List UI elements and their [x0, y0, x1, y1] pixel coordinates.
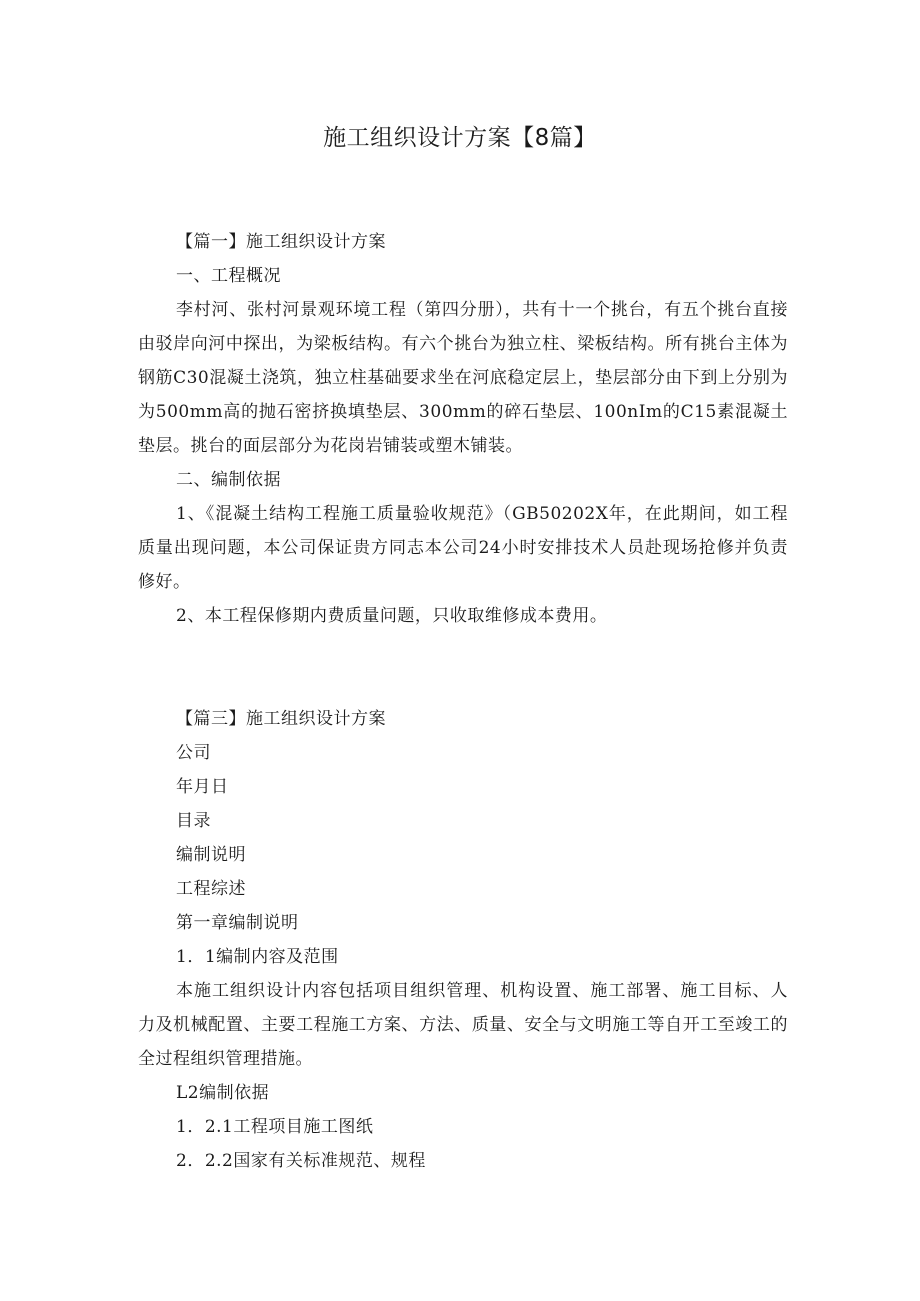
section-heading: 【篇一】施工组织设计方案: [176, 232, 386, 252]
section-three: [138, 702, 788, 1178]
line-compilation-notes: 编制说明: [176, 845, 246, 865]
line-contents: 目录: [176, 811, 211, 831]
paragraph-basis-item-2: 2、本工程保修期内费质量问题，只收取维修成本费用。: [176, 606, 608, 626]
paragraph-project-overview: 李村河、张村河景观环境工程（第四分册），共有十一个挑台，有五个挑台直接由驳岸向河中探出，为梁板结构。有六个挑台为独立柱、梁板结构。所有挑台主体为钢筋C30混凝土浇筑，独立柱基础要求坐在河底稳定层上，垫层部分由下到上分别为为500mm高的抛石密挤换填垫层、300mm的碎石垫层、100nIm的C15素混凝土垫层。挑台的面层部分为花岗岩铺装或塑木铺装。: [138, 300, 788, 456]
section-one: [138, 225, 788, 633]
line-company: 公司: [176, 743, 211, 763]
list-item: 1．2.1工程项目施工图纸: [176, 1117, 374, 1137]
subheading-project-overview: 一、工程概况: [176, 266, 281, 286]
chapter-heading: 第一章编制说明: [176, 913, 299, 933]
line-date: 年月日: [176, 777, 229, 797]
section-heading: 【篇三】施工组织设计方案: [176, 709, 386, 729]
paragraph-scope: 本施工组织设计内容包括项目组织管理、机构设置、施工部署、施工目标、人力及机械配置、主要工程施工方案、方法、质量、安全与文明施工等自开工至竣工的全过程组织管理措施。: [138, 981, 788, 1069]
subsection-heading: 1．1编制内容及范围: [176, 947, 339, 967]
document-title: 施工组织设计方案【8篇】: [323, 125, 597, 151]
subheading-compilation-basis: 二、编制依据: [176, 470, 281, 490]
list-item: 2．2.2国家有关标准规范、规程: [176, 1151, 426, 1171]
line-project-summary: 工程综述: [176, 879, 246, 899]
subsection-heading: L2编制依据: [176, 1083, 270, 1103]
paragraph-basis-item-1: 1、《混凝土结构工程施工质量验收规范》（GB50202X年，在此期间，如工程质量出现问题，本公司保证贵方同志本公司24小时安排技术人员赴现场抢修并负责修好。: [138, 504, 788, 592]
